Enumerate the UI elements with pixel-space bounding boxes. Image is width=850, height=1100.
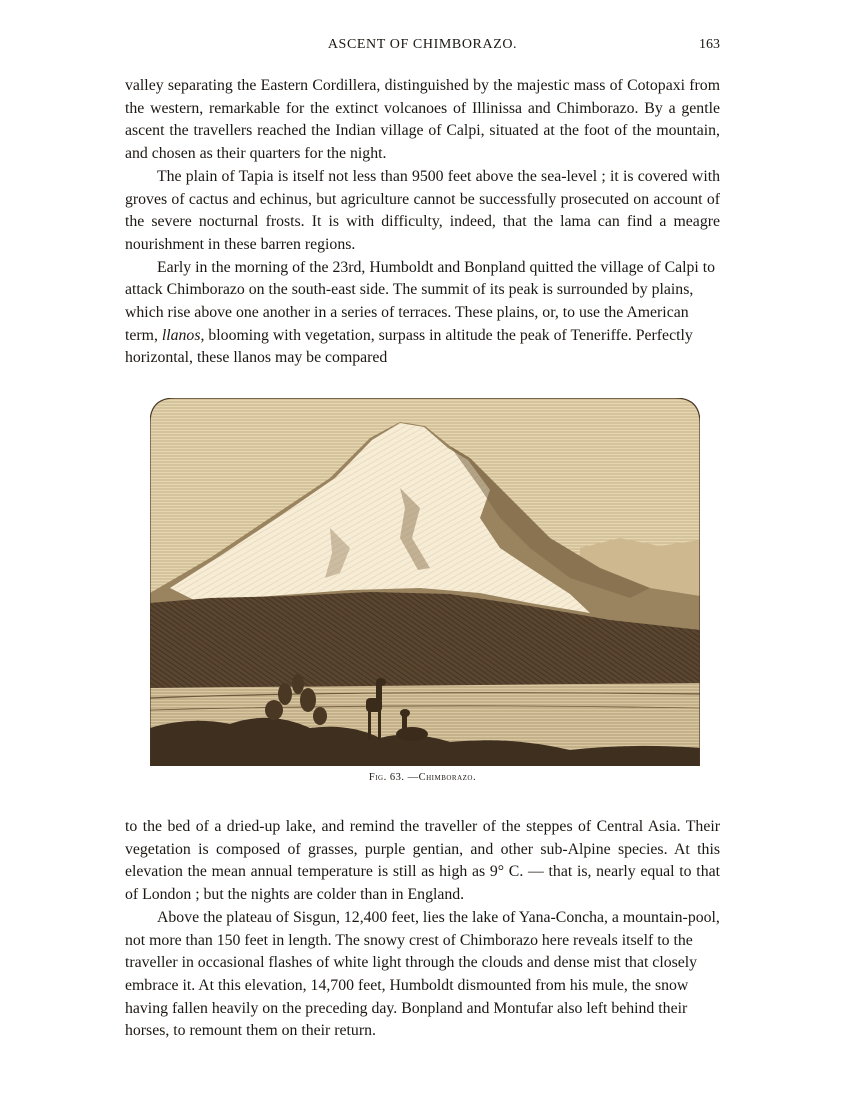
running-title: ASCENT OF CHIMBORAZO. (327, 37, 518, 52)
figure-label: Fig. 63. (368, 772, 405, 783)
page-number: 163 (699, 37, 720, 52)
chimborazo-engraving (150, 398, 700, 766)
figure-caption (125, 772, 720, 783)
body-text-top (125, 75, 720, 370)
paragraph-ascent-text-end: , blooming with vegetation, surpass in altitude the peak of Teneriffe. Perfectly horizontal, these llanos may be compared (125, 326, 693, 367)
paragraph-ascent (125, 257, 720, 371)
paragraph-steppes: to the bed of a dried-up lake, and remind the traveller of the steppes of Central Asia. Their vegetation is composed of grasses, purple gentian, and other sub-Alpine species. At this elevation the mean annual temperature is still as high as 9° C. — that is, nearly equal to that of London ; but the nights are colder than in England. (125, 818, 720, 904)
paragraph-ascent-text: Early in the morning of the 23rd, Humboldt and Bonpland quitted the village of Calpi to attack Chimborazo on the south-east side. The summit of its peak is surrounded by plains, which rise above one another in a series of terraces. These plains, or, to use the American term, (125, 258, 716, 344)
figure-title: —Chimborazo. (407, 772, 477, 783)
body-text-bottom (125, 816, 720, 1043)
paragraph-sisgun: Above the plateau of Sisgun, 12,400 feet, lies the lake of Yana-Concha, a mountain-pool, not more than 150 feet in length. The snowy crest of Chimborazo here reveals itself to the traveller in occasional flashes of white light through the clouds and dense mist that closely embrace it. At this elevation, 14,700 feet, Humboldt dismounted from his mule, the snow having fallen heavily on the preceding day. Bonpland and Montufar also left behind their horses, to remount them on their return. (125, 908, 720, 1040)
paragraph-ascent-italic: llanos (161, 326, 201, 344)
running-head (125, 37, 720, 57)
paragraph-tapia: The plain of Tapia is itself not less than 9500 feet above the sea-level ; it is covered with groves of cactus and echinus, but agriculture cannot be successfully prosecuted on account of the severe nocturnal frosts. It is with difficulty, indeed, that the lama can find a meagre nourishment in these barren regions. (125, 167, 720, 253)
paragraph-continuation: valley separating the Eastern Cordillera, distinguished by the majestic mass of Cotopaxi from the western, remarkable for the extinct volcanoes of Illinissa and Chimborazo. By a gentle ascent the travellers reached the Indian village of Calpi, situated at the foot of the mountain, and chosen as their quarters for the night. (125, 77, 720, 163)
